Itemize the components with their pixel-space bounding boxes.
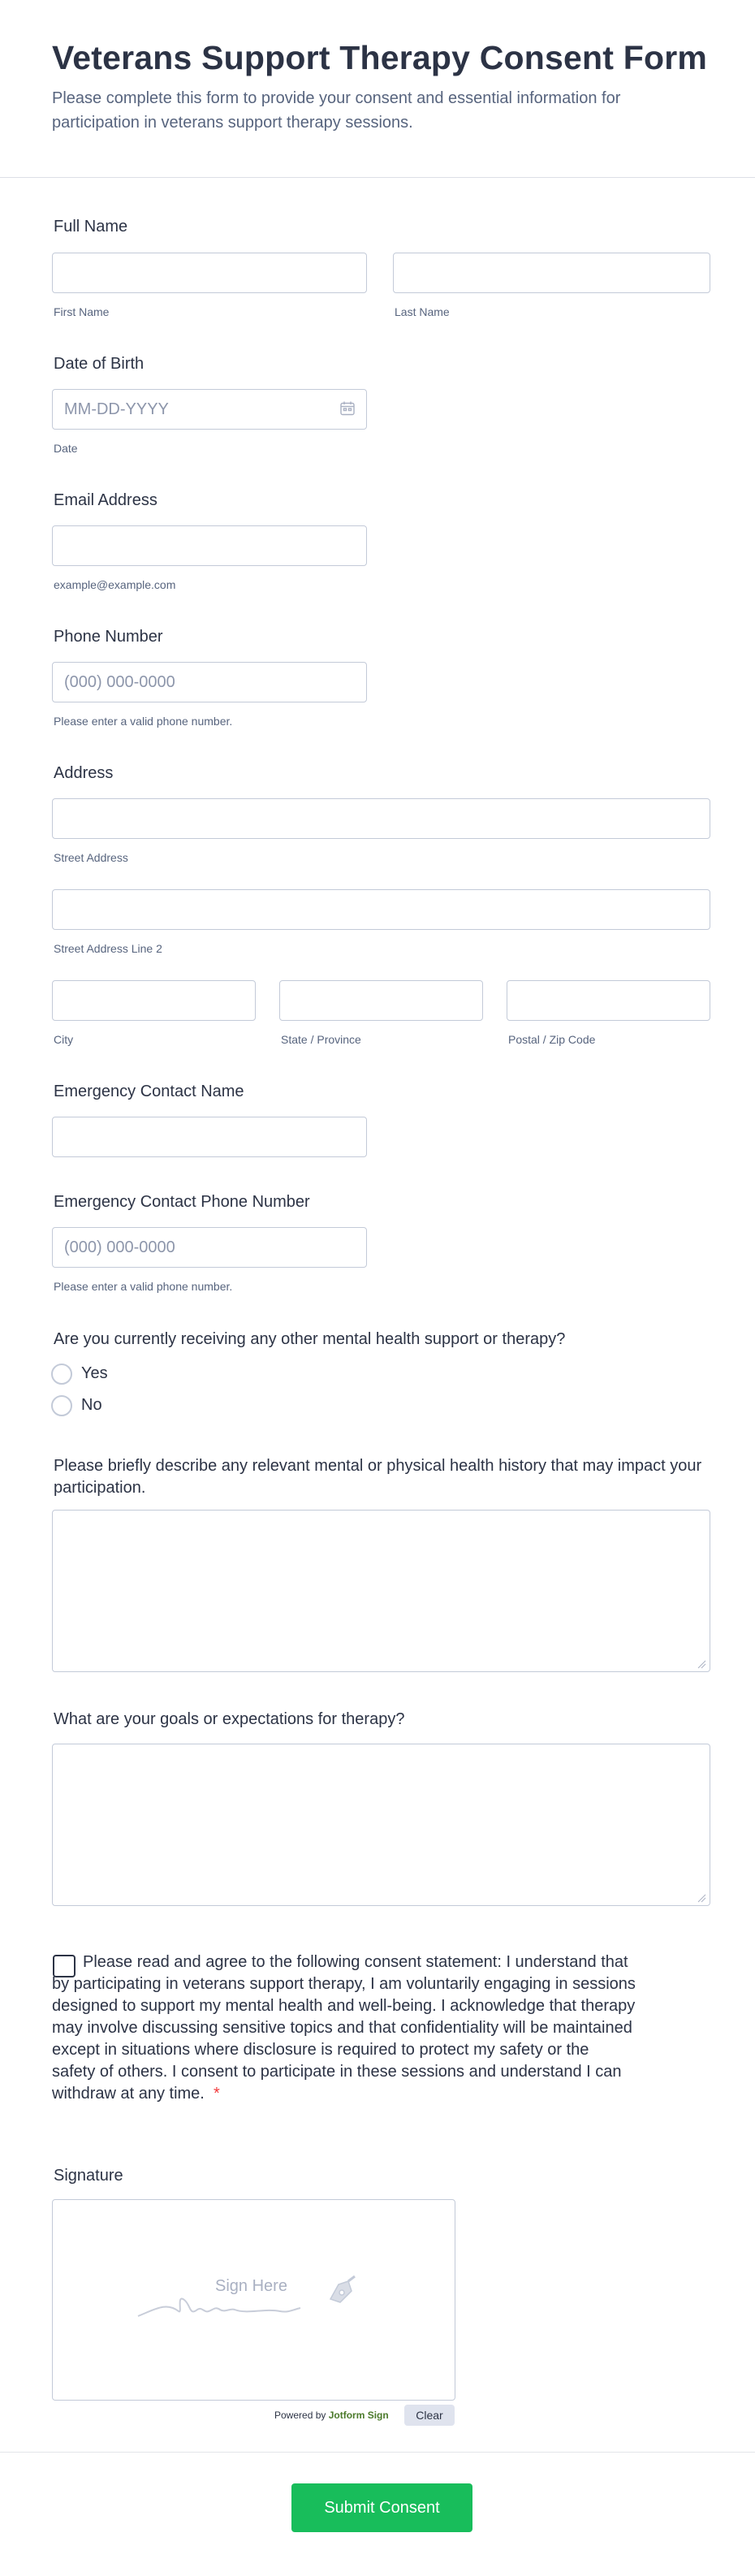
zip-sublabel: Postal / Zip Code (508, 1033, 596, 1046)
emergency-phone-label: Emergency Contact Phone Number (54, 1193, 310, 1211)
first-name-sublabel: First Name (54, 305, 110, 318)
signature-pad[interactable] (52, 2199, 455, 2401)
phone-label: Phone Number (54, 628, 163, 646)
last-name-input[interactable] (393, 253, 710, 293)
street-address-sublabel: Street Address (54, 851, 128, 864)
footer-divider (0, 2452, 755, 2453)
last-name-sublabel: Last Name (395, 305, 450, 318)
submit-button[interactable]: Submit Consent (291, 2483, 472, 2532)
calendar-icon[interactable] (339, 400, 356, 421)
first-name-input[interactable] (52, 253, 367, 293)
signature-label: Signature (54, 2167, 123, 2185)
clear-signature-button[interactable]: Clear (404, 2405, 455, 2426)
radio-no[interactable] (51, 1395, 72, 1416)
form-title: Veterans Support Therapy Consent Form (52, 39, 708, 76)
other-support-question: Are you currently receiving any other mental health support or therapy? (54, 1330, 566, 1348)
radio-yes[interactable] (51, 1364, 72, 1385)
state-sublabel: State / Province (281, 1033, 361, 1046)
goals-textarea[interactable] (52, 1744, 710, 1906)
zip-input[interactable] (507, 980, 710, 1021)
pen-nib-icon (324, 2275, 360, 2307)
phone-input[interactable] (52, 662, 367, 702)
health-history-textarea[interactable] (52, 1510, 710, 1672)
emergency-phone-sublabel: Please enter a valid phone number. (54, 1280, 233, 1293)
phone-sublabel: Please enter a valid phone number. (54, 715, 233, 728)
emergency-name-label: Emergency Contact Name (54, 1083, 244, 1100)
street-address-line2-input[interactable] (52, 889, 710, 930)
email-label: Email Address (54, 491, 157, 509)
city-input[interactable] (52, 980, 256, 1021)
health-history-label: Please briefly describe any relevant mental or physical health history that may impact your participation. (54, 1457, 702, 1497)
consent-statement (52, 1951, 636, 2105)
address-label: Address (54, 764, 114, 782)
street-address-input[interactable] (52, 798, 710, 839)
full-name-label: Full Name (54, 218, 128, 236)
emergency-phone-input[interactable] (52, 1227, 367, 1268)
form-subtitle: Please complete this form to provide your consent and essential information for participation in veterans support therapy sessions. (52, 89, 621, 132)
goals-label: What are your goals or expectations for therapy? (54, 1710, 405, 1728)
radio-no-label[interactable]: No (81, 1396, 102, 1414)
email-input[interactable] (52, 525, 367, 566)
resize-handle-icon[interactable] (697, 1658, 706, 1673)
street-address-line2-sublabel: Street Address Line 2 (54, 942, 162, 955)
dob-sublabel: Date (54, 442, 78, 455)
city-sublabel: City (54, 1033, 74, 1046)
powered-by-brand: Jotform Sign (328, 2410, 389, 2421)
required-asterisk: * (213, 2085, 220, 2103)
consent-text: Please read and agree to the following consent statement: I understand that by participating in veterans support therapy, I am voluntarily engaging in sessions designed to support my mental health and well-being. I acknowledge that therapy may involve discussing sensitive topics and that confidentiality will be maintained except in situations where disclosure is required to protect my safety or the safety of others. I consent to participate in these sessions and understand I can withdraw at any time. (52, 1953, 636, 2103)
dob-input[interactable] (52, 389, 367, 430)
powered-by-prefix: Powered by (274, 2410, 326, 2421)
emergency-name-input[interactable] (52, 1117, 367, 1157)
state-input[interactable] (279, 980, 483, 1021)
powered-by (274, 2410, 389, 2421)
email-sublabel: example@example.com (54, 578, 176, 591)
resize-handle-icon[interactable] (697, 1892, 706, 1907)
form-header (0, 0, 755, 178)
dob-label: Date of Birth (54, 355, 145, 373)
radio-yes-label[interactable]: Yes (81, 1364, 108, 1382)
sign-here-placeholder: Sign Here (215, 2277, 287, 2295)
